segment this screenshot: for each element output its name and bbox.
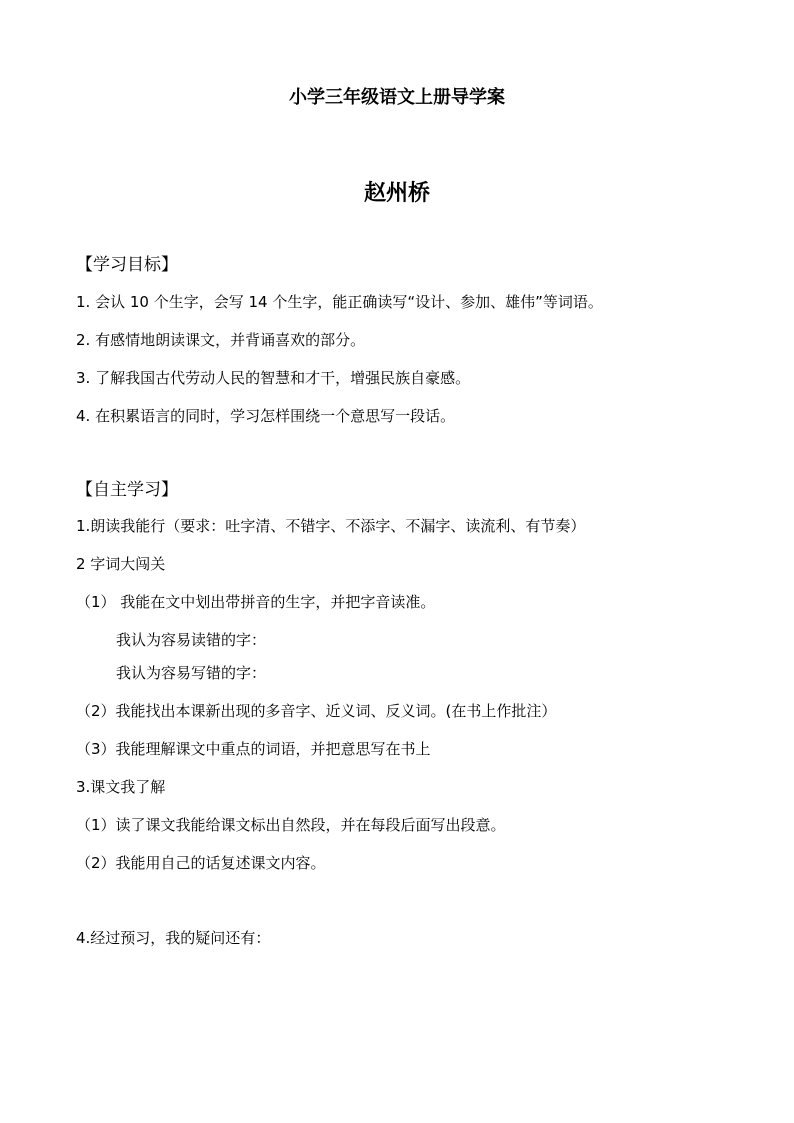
goals-heading: 【学习目标】 [76, 255, 178, 275]
easy-to-misread-prompt: 我认为容易读错的字： [116, 631, 267, 649]
goal-item-4: 4. 在积累语言的同时，学习怎样围绕一个意思写一段话。 [76, 407, 456, 425]
self-study-item-3-sub-2: （2）我能用自己的话复述课文内容。 [76, 854, 326, 872]
goal-item-2: 2. 有感情地朗读课文，并背诵喜欢的部分。 [76, 331, 366, 349]
self-study-item-3: 3.课文我了解 [76, 778, 166, 796]
self-study-item-3-sub-1: （1）读了课文我能给课文标出自然段，并在每段后面写出段意。 [76, 816, 506, 834]
self-study-item-1: 1.朗读我能行（要求：吐字清、不错字、不添字、不漏字、读流利、有节奏） [76, 517, 586, 535]
self-study-item-2-sub-3: （3）我能理解课文中重点的词语，并把意思写在书上 [76, 740, 431, 758]
goal-item-3: 3. 了解我国古代劳动人民的智慧和才干，增强民族自豪感。 [76, 369, 471, 387]
document-title: 小学三年级语文上册导学案 [289, 87, 505, 108]
goal-item-1: 1. 会认 10 个生字，会写 14 个生字，能正确读写“设计、参加、雄伟”等词语。 [76, 293, 603, 311]
self-study-heading: 【自主学习】 [76, 480, 178, 500]
lesson-title: 赵州桥 [363, 181, 430, 206]
self-study-item-4: 4.经过预习，我的疑问还有： [76, 929, 271, 947]
self-study-item-2-sub-2: （2）我能找出本课新出现的多音字、近义词、反义词。(在书上作批注） [76, 702, 557, 720]
easy-to-miswrite-prompt: 我认为容易写错的字： [116, 664, 267, 682]
self-study-item-2-sub-1: （1） 我能在文中划出带拼音的生字，并把字音读准。 [76, 593, 436, 611]
self-study-item-2: 2 字词大闯关 [76, 555, 166, 573]
